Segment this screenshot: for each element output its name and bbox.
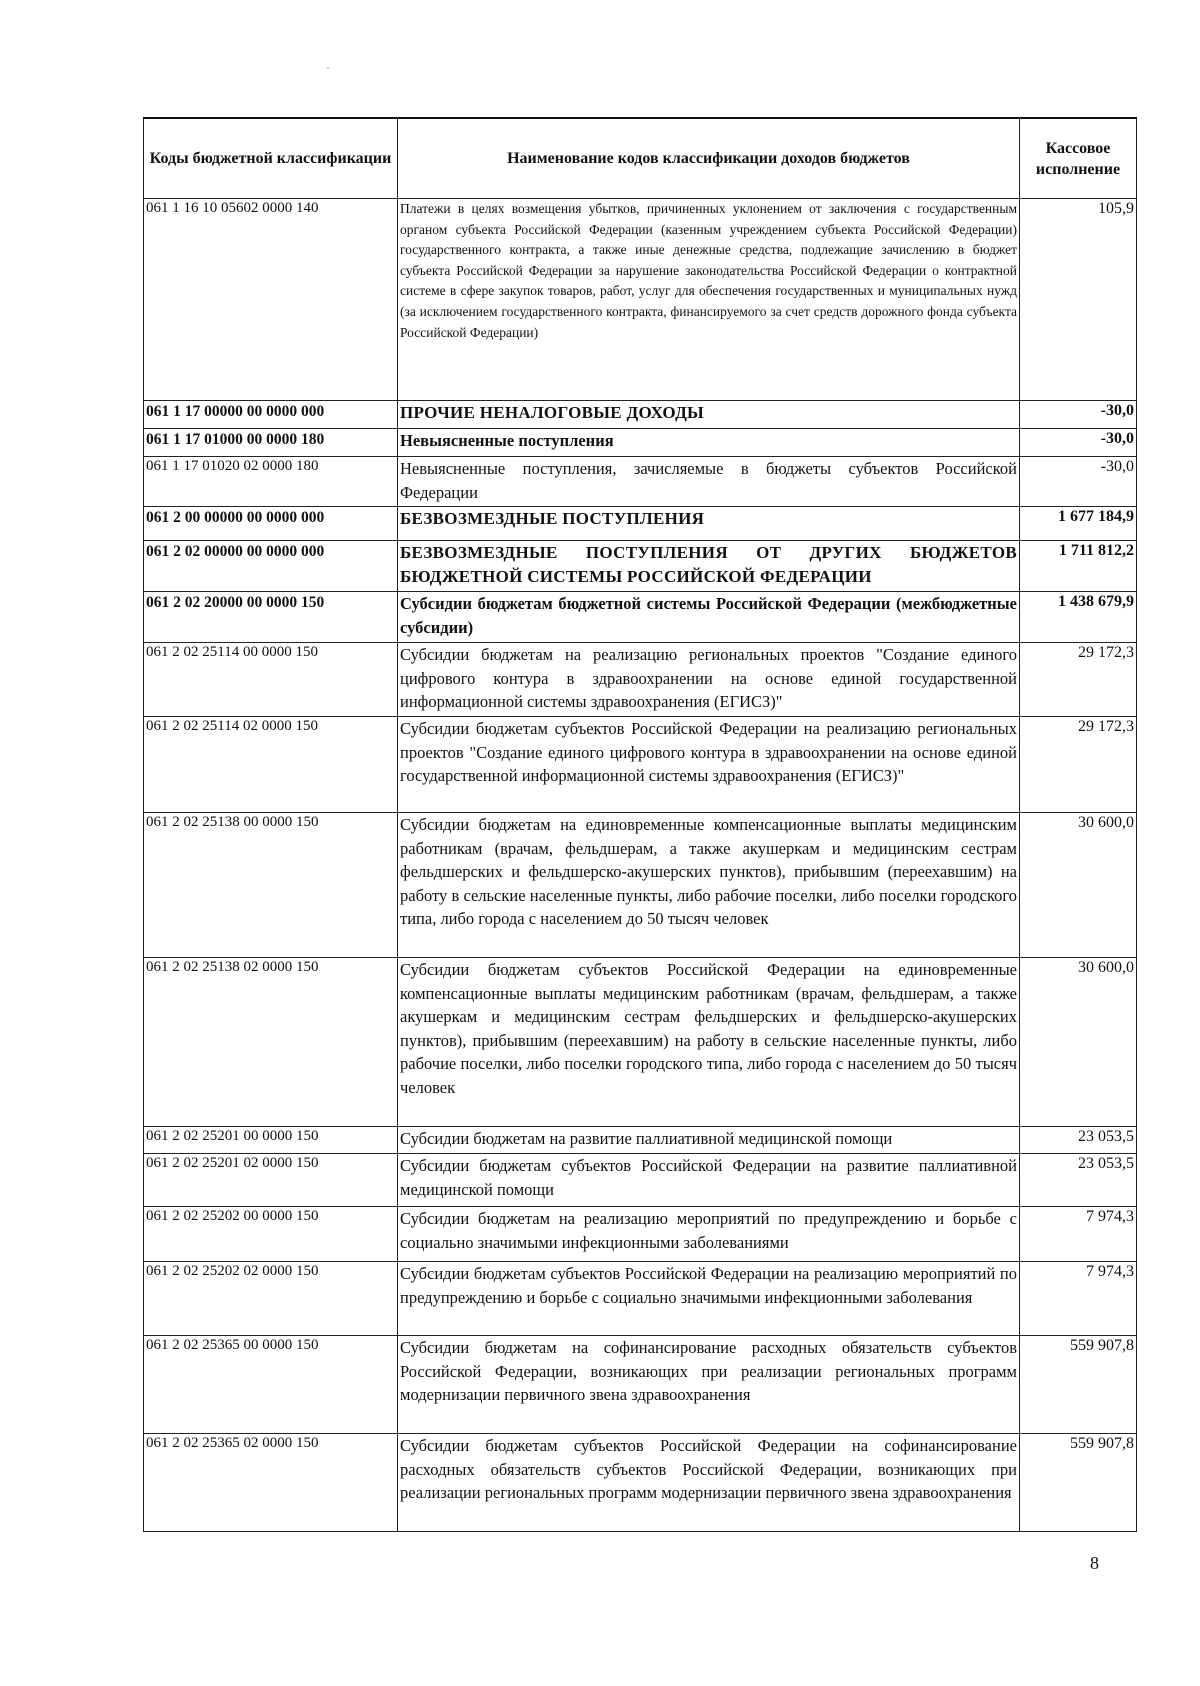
row-name: БЕЗВОЗМЕЗДНЫЕ ПОСТУПЛЕНИЯ ОТ ДРУГИХ БЮДЖЕТОВ БЮДЖЕТНОЙ СИСТЕМЫ РОССИЙСКОЙ ФЕДЕРАЦИИ: [398, 541, 1020, 592]
table-row: [144, 457, 1137, 507]
table-row: [144, 1127, 1137, 1154]
row-amount: 29 172,3: [1020, 643, 1137, 717]
row-amount: 30 600,0: [1020, 813, 1137, 958]
row-amount: 7 974,3: [1020, 1262, 1137, 1336]
table-row: [144, 1434, 1137, 1532]
table-row: [144, 958, 1137, 1127]
row-name: БЕЗВОЗМЕЗДНЫЕ ПОСТУПЛЕНИЯ: [398, 507, 1020, 541]
row-amount: 29 172,3: [1020, 717, 1137, 813]
row-amount: 1 677 184,9: [1020, 507, 1137, 541]
row-name: Невыясненные поступления, зачисляемые в бюджеты субъектов Российской Федерации: [398, 457, 1020, 507]
row-name: Субсидии бюджетам субъектов Российской Федерации на софинансирование расходных обязательств субъектов Российской Федерации, возникающих при реализации региональных программ модернизации первичного звена здравоохранения: [398, 1434, 1020, 1532]
row-code: 061 1 17 01020 02 0000 180: [144, 457, 398, 507]
header-amount: Кассовое исполнение: [1020, 118, 1137, 199]
table-row: [144, 1336, 1137, 1434]
row-name: ПРОЧИЕ НЕНАЛОГОВЫЕ ДОХОДЫ: [398, 401, 1020, 429]
table-row: [144, 401, 1137, 429]
row-amount: -30,0: [1020, 429, 1137, 457]
row-amount: 1 711 812,2: [1020, 541, 1137, 592]
row-code: 061 2 02 25114 00 0000 150: [144, 643, 398, 717]
row-code: 061 2 02 25365 02 0000 150: [144, 1434, 398, 1532]
row-amount: 30 600,0: [1020, 958, 1137, 1127]
row-code: 061 2 00 00000 00 0000 000: [144, 507, 398, 541]
row-code: 061 2 02 20000 00 0000 150: [144, 592, 398, 643]
table-row: [144, 429, 1137, 457]
row-code: 061 1 17 00000 00 0000 000: [144, 401, 398, 429]
row-name: Субсидии бюджетам субъектов Российской Федерации на реализацию мероприятий по предупреждению и борьбе с социально значимыми инфекционными заболевания: [398, 1262, 1020, 1336]
row-name: Субсидии бюджетам на развитие паллиативной медицинской помощи: [398, 1127, 1020, 1154]
table-row: [144, 507, 1137, 541]
table-row: [144, 1207, 1137, 1262]
row-amount: 559 907,8: [1020, 1336, 1137, 1434]
table-row: [144, 592, 1137, 643]
table-row: [144, 813, 1137, 958]
row-code: 061 1 17 01000 00 0000 180: [144, 429, 398, 457]
row-name: Субсидии бюджетам бюджетной системы Российской Федерации (межбюджетные субсидии): [398, 592, 1020, 643]
row-amount: 7 974,3: [1020, 1207, 1137, 1262]
row-amount: 23 053,5: [1020, 1127, 1137, 1154]
row-code: 061 2 02 25202 02 0000 150: [144, 1262, 398, 1336]
row-amount: -30,0: [1020, 401, 1137, 429]
table-row: [144, 717, 1137, 813]
table-row: [144, 199, 1137, 401]
table-row: [144, 643, 1137, 717]
table-header-row: [144, 118, 1137, 199]
header-code: Коды бюджетной классификации: [144, 118, 398, 199]
row-code: 061 2 02 25138 02 0000 150: [144, 958, 398, 1127]
row-name: Субсидии бюджетам субъектов Российской Федерации на единовременные компенсационные выплаты медицинским работникам (врачам, фельдшерам, а также акушеркам и медицинским сестрам фельдшерских и фельдшерско-акушерских пунктов), прибывшим (переехавшим) на работу в сельские населенные пункты, либо рабочие поселки, либо поселки городского типа, либо города с населением до 50 тысяч человек: [398, 958, 1020, 1127]
row-amount: 23 053,5: [1020, 1154, 1137, 1207]
page-number: 8: [1090, 1553, 1099, 1573]
row-amount: 1 438 679,9: [1020, 592, 1137, 643]
row-code: 061 2 02 25138 00 0000 150: [144, 813, 398, 958]
table-row: [144, 541, 1137, 592]
header-name: Наименование кодов классификации доходов бюджетов: [398, 118, 1020, 199]
row-code: 061 2 02 25365 00 0000 150: [144, 1336, 398, 1434]
budget-revenue-table: [143, 117, 1137, 1532]
row-name: Субсидии бюджетам субъектов Российской Федерации на реализацию региональных проектов "Создание единого цифрового контура в здравоохранении на основе единой государственной информационной системы здравоохранения (ЕГИСЗ)": [398, 717, 1020, 813]
row-name: Невыясненные поступления: [398, 429, 1020, 457]
row-name: Субсидии бюджетам на софинансирование расходных обязательств субъектов Российской Федерации, возникающих при реализации региональных программ модернизации первичного звена здравоохранения: [398, 1336, 1020, 1434]
row-amount: 105,9: [1020, 199, 1137, 401]
row-name: Субсидии бюджетам на реализацию региональных проектов "Создание единого цифрового контура в здравоохранении на основе единой государственной информационной системы здравоохранения (ЕГИСЗ)": [398, 643, 1020, 717]
row-amount: -30,0: [1020, 457, 1137, 507]
table-row: [144, 1154, 1137, 1207]
row-code: 061 1 16 10 05602 0000 140: [144, 199, 398, 401]
scan-speck: [327, 67, 329, 69]
row-name: Субсидии бюджетам субъектов Российской Федерации на развитие паллиативной медицинской помощи: [398, 1154, 1020, 1207]
row-name: Субсидии бюджетам на реализацию мероприятий по предупреждению и борьбе с социально значимыми инфекционными заболеваниями: [398, 1207, 1020, 1262]
row-code: 061 2 02 25201 02 0000 150: [144, 1154, 398, 1207]
row-code: 061 2 02 00000 00 0000 000: [144, 541, 398, 592]
table-row: [144, 1262, 1137, 1336]
row-code: 061 2 02 25202 00 0000 150: [144, 1207, 398, 1262]
row-code: 061 2 02 25201 00 0000 150: [144, 1127, 398, 1154]
row-name: Субсидии бюджетам на единовременные компенсационные выплаты медицинским работникам (врачам, фельдшерам, а также акушеркам и медицинским сестрам фельдшерских и фельдшерско-акушерских пунктов), прибывшим (переехавшим) на работу в сельские населенные пункты, либо рабочие поселки, либо поселки городского типа, либо города с населением до 50 тысяч человек: [398, 813, 1020, 958]
row-amount: 559 907,8: [1020, 1434, 1137, 1532]
row-code: 061 2 02 25114 02 0000 150: [144, 717, 398, 813]
row-name: Платежи в целях возмещения убытков, причиненных уклонением от заключения с государственным органом субъекта Российской Федерации (казенным учреждением субъекта Российской Федерации) государственного контракта, а также иные денежные средства, подлежащие зачислению в бюджет субъекта Российской Федерации за нарушение законодательства Российской Федерации о контрактной системе в сфере закупок товаров, работ, услуг для обеспечения государственных и муниципальных нужд (за исключением государственного контракта, финансируемого за счет средств дорожного фонда субъекта Российской Федерации): [398, 199, 1020, 401]
